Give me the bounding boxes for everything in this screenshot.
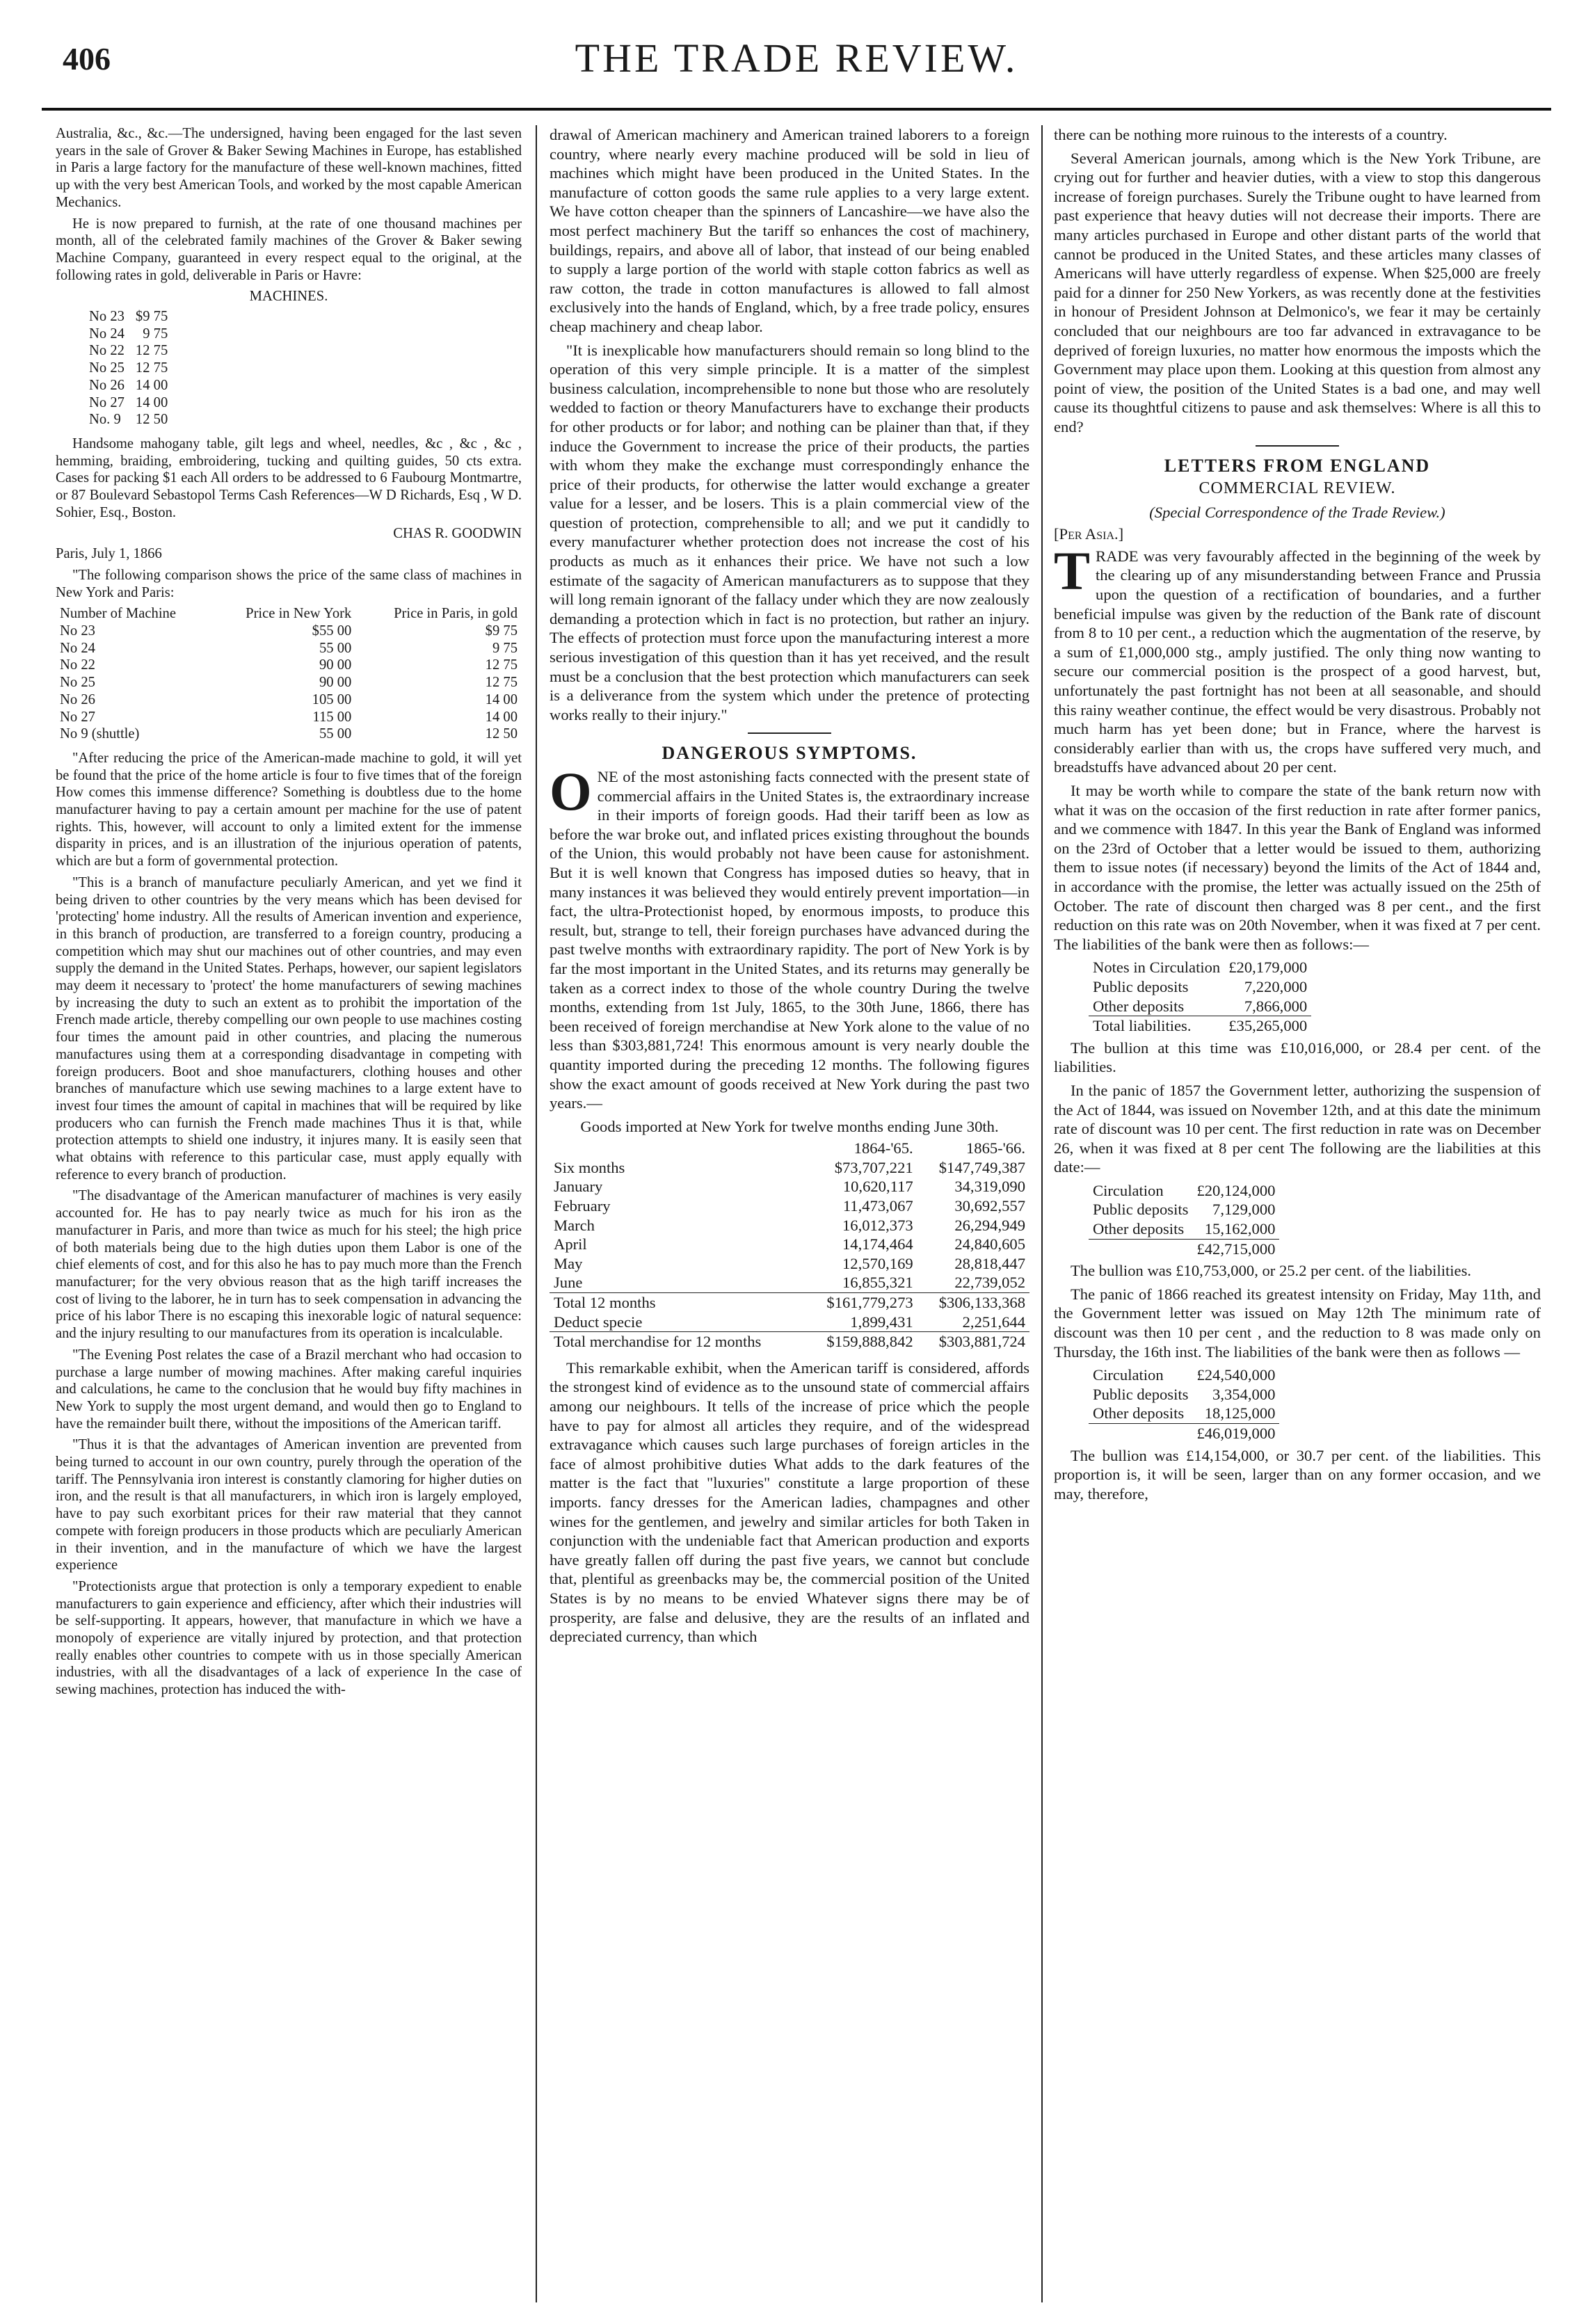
table-cell: 12,570,169 xyxy=(842,1254,913,1272)
paragraph: "The disadvantage of the American manufacturer of machines is very easily accounted for. He has to pay nearly twice as much for his iron as the manufacturer in Paris, and more than twice as much for his steel; the high price of both materials being due to the high duties upon them Labor is one of the chief elements of cost, and for this also he has to pay much more than the French manufacturer; for the very obvious reason that as the high tariff increases the cost of living to the laborer, he in turn has to seek compensation in advancing the price of his labor There is no escaping this inexorable logic of natural sequence: and the injury resulting to our manufactures from its operation is incalculable. xyxy=(56,1188,522,1342)
machines-price-table xyxy=(83,308,173,428)
table-row xyxy=(550,1273,1029,1292)
table-cell: 12 75 xyxy=(485,657,518,673)
table-cell: April xyxy=(554,1235,587,1253)
table-row xyxy=(56,691,522,709)
table-row xyxy=(550,1177,1029,1196)
table-row xyxy=(1089,1365,1279,1385)
table-cell: 2,251,644 xyxy=(962,1313,1025,1331)
paragraph: "Protectionists argue that protection is only a temporary expedient to enable manufacturers to gain experience and efficiency, after which their industries will be self-supporting. It appears, however, that manufacture in which we have a monopoly of experience are vitally injured by protection, and that protection really enables other countries to compete with us in those specially American industries, with all the disadvantages of a lack of experience In the case of sewing machines, protection has induced the with- xyxy=(56,1578,522,1698)
table-row xyxy=(550,1235,1029,1254)
table-cell: 30,692,557 xyxy=(954,1197,1025,1215)
table-row xyxy=(1089,1385,1279,1404)
table-cell xyxy=(1089,1239,1192,1258)
table-cell: 12 50 xyxy=(485,726,518,742)
liabilities-table-1866 xyxy=(1089,1365,1279,1443)
table-cell: £24,540,000 xyxy=(1196,1366,1276,1384)
table-cell: $9 75 xyxy=(485,623,518,639)
table-cell: £42,715,000 xyxy=(1192,1239,1279,1258)
table-header: Number of Machine xyxy=(60,606,176,622)
table-header: Price in New York xyxy=(246,606,352,622)
table-row xyxy=(83,326,173,343)
table-cell: 11,473,067 xyxy=(842,1197,913,1215)
table-cell: May xyxy=(554,1254,583,1272)
table-cell: No 26 xyxy=(89,377,125,393)
table-cell: No 23 xyxy=(60,623,95,639)
table-row xyxy=(56,726,522,743)
drop-cap: T xyxy=(1054,540,1091,601)
table-cell: March xyxy=(554,1216,595,1234)
table-cell: February xyxy=(554,1197,611,1215)
paragraph: "It is inexplicable how manufacturers should remain so long blind to the operation of this very simple principle. It is a matter of the simplest business calculation, incomprehensible to none but those who are resolutely wedded to faction or theory Manufacturers have to exchange their products for other products or for labor; and nothing can be plainer than that, if they induce the Government to increase the price of their products, the parties with whom they make the exchange must correspondingly enhance the price of their products, for otherwise the latter would exchange a greater value for a lesser, and be losers. This is a plain commercial view of the question of protection, comprehensible to all; and we put it candidly to every manufacturer whether protection does not increase the cost of his products as much as it enhances their price. We have not such a low estimate of the sagacity of American manufacturers as to suppose that they will long remain ignorant of the fallacy under which they are now zealously demanding a protection which in fact is no protection, but rather an injury. The effects of protection must force upon the manufacturing interest a more serious investigation of this question than it has yet received, and the result must be a conclusion that the best protection which manufacturers can seek is a deliverance from the system which under the pretence of protecting works really to their injury." xyxy=(550,341,1029,723)
liabilities-table-1847 xyxy=(1089,958,1311,1035)
paragraph: This remarkable exhibit, when the American tariff is considered, affords the strongest kind of evidence as to the unsound state of commercial affairs among our neighbours. It tells of the increase of price which the people have to pay for almost all articles they require, and of the widespread extravagance which causes such large purchases of foreign articles in the face of almost prohibitive duties What adds to the dark features of the matter is the fact that "luxuries" constitute a large proportion of these imports. fancy dresses for the American ladies, champagnes and other wines for the gentlemen, and jewelry and similar articles for both Taken in conjunction with the undeniable fact that American production and exports have greatly fallen off during the past five years, we cannot but conclude that, plentiful as greenbacks may be, the commercial position of the United States is by no means to be envied Whatever signs there may be of prosperity, are false and delusive, they are the results of an inflated and depreciated currency, than which xyxy=(550,1359,1029,1646)
table-cell: Other deposits xyxy=(1093,997,1185,1015)
table-cell: 14,174,464 xyxy=(842,1235,913,1253)
table-cell: $73,707,221 xyxy=(834,1158,913,1176)
table-row xyxy=(550,1293,1029,1313)
table-caption: Goods imported at New York for twelve months ending June 30th. xyxy=(580,1117,999,1135)
paragraph: Australia, &c., &c.—The undersigned, having been engaged for the last seven years in the sale of Grover & Baker Sewing Machines in Europe, has established in Paris a large factory for the manufacture of these well-known machines, fitted up with the very best American Tools, and worked by the most capable American Mechanics. xyxy=(56,126,522,210)
table-cell: No 25 xyxy=(60,675,95,691)
paragraph: Several American journals, among which is the New York Tribune, are crying out for further and heavier duties, with a view to stop this dangerous increase of foreign purchases. Surely the Tribune ought to have learned from past experience that heavy duties will not decrease their imports. There are many articles purchased in Europe and other distant parts of the world that cannot be produced in the United States, and these articles many classes of Americans will have utterly regardless of expense. When $25,000 are freely paid for a dinner for 250 New Yorkers, as was recently done at the festivities in honour of President Johnson at Delmonico's, we fear it may be certainly concluded that our neighbours are too far advanced in extravagance to be deprived of foreign luxuries, no matter how enormous the imposts which the Government may place upon them. Looking at this question from almost any point of view, the position of the United States is a bad one, and may well cause its thoughtful citizens to pause and ask themselves: Where is all this to end? xyxy=(1054,149,1541,435)
table-cell: No 22 xyxy=(89,343,125,359)
table-cell: 105 00 xyxy=(312,691,352,707)
table-cell: Public deposits xyxy=(1093,977,1189,995)
table-cell: No 27 xyxy=(60,709,95,725)
table-cell: 18,125,000 xyxy=(1204,1404,1276,1423)
table-cell: 16,012,373 xyxy=(842,1216,913,1234)
paragraph xyxy=(550,761,1029,1113)
header-rule xyxy=(42,108,1551,111)
table-cell: 14 00 xyxy=(135,377,168,393)
table-header: 1865-'66. xyxy=(965,1139,1025,1157)
table-cell: £35,265,000 xyxy=(1224,1016,1311,1036)
paragraph: "After reducing the price of the American-made machine to gold, it will yet be found that the price of the home article is four to five times that of the foreign How comes this immense difference? Something is doubtless due to the home manufacturer having to pay a certain amount per machine for the use of patent rights. This, however, will account to only a limited extent for the immense disparity in prices, and is an illustration of the injurious operation of patents, which are but a form of governmental protection. xyxy=(56,750,522,870)
table-row xyxy=(1089,1016,1311,1036)
column-3 xyxy=(1054,125,1541,2302)
table-row xyxy=(83,394,173,412)
table-header: 1864-'65. xyxy=(853,1139,913,1157)
table-cell: No. 9 xyxy=(89,412,121,428)
table-header xyxy=(550,1139,805,1158)
table-cell: No 24 xyxy=(89,326,125,342)
liabilities-table-1857 xyxy=(1089,1181,1279,1258)
section-subtitle: COMMERCIAL REVIEW. xyxy=(1199,479,1396,498)
table-cell: £20,179,000 xyxy=(1228,959,1308,977)
table-cell: 115 00 xyxy=(312,709,352,725)
table-cell: 15,162,000 xyxy=(1204,1220,1276,1238)
table-row xyxy=(1089,1200,1279,1219)
table-row xyxy=(550,1216,1029,1235)
imports-table xyxy=(550,1139,1029,1352)
drop-cap: O xyxy=(550,761,592,822)
table-cell: 9 75 xyxy=(492,640,518,656)
paragraph: The bullion was £14,154,000, or 30.7 per cent. of the liabilities. This proportion is, it will be seen, larger than on any former occasion, and we may, therefore, xyxy=(1054,1446,1541,1502)
table-cell: $55 00 xyxy=(312,623,352,639)
table-cell: Deduct specie xyxy=(554,1313,643,1331)
table-cell: Other deposits xyxy=(1093,1404,1185,1423)
table-cell: $9 75 xyxy=(135,309,168,325)
table-cell: 1,899,431 xyxy=(850,1313,913,1331)
table-row xyxy=(56,640,522,657)
table-cell: Notes in Circulation xyxy=(1093,959,1221,977)
table-cell: 7,129,000 xyxy=(1212,1201,1276,1219)
table-cell: Circulation xyxy=(1093,1181,1164,1199)
table-cell: $161,779,273 xyxy=(805,1293,917,1313)
table-cell: No 23 xyxy=(89,309,125,325)
table-row xyxy=(1089,997,1311,1016)
table-row xyxy=(83,342,173,360)
table-cell: 55 00 xyxy=(319,640,352,656)
paragraph xyxy=(1054,540,1541,777)
table-cell: Total merchandise for 12 months xyxy=(550,1332,805,1352)
table-cell: 22,739,052 xyxy=(954,1274,1025,1292)
table-row xyxy=(1089,1404,1279,1423)
page-number: 406 xyxy=(63,41,111,77)
table-row xyxy=(550,1313,1029,1332)
table-cell xyxy=(1089,1424,1192,1443)
table-cell: $159,888,842 xyxy=(805,1332,917,1352)
table-row xyxy=(56,674,522,691)
table-cell: 3,354,000 xyxy=(1212,1385,1276,1403)
table-cell: £20,124,000 xyxy=(1196,1181,1276,1199)
table-row xyxy=(1089,1181,1279,1201)
table-cell: No 27 xyxy=(89,394,125,410)
table-cell: $303,881,724 xyxy=(917,1332,1029,1352)
paragraph: drawal of American machinery and American trained laborers to a foreign country, where nearly every machine produced will be sold in lieu of machines which might have been produced in the United States. In the manufacture of cotton goods the same rule applies to a very large extent. We have cotton cheaper than the spinners of Lancashire—we have also the most perfect machinery But the tariff so enhances the cost of machinery, buildings, repairs, and above all of labor, that instead of our being enabled to supply a large portion of the world with staple cotton fabrics as well as raw cotton, the trade in cotton manufactures is allowed to fall almost exclusively into the hands of England, which, by a free trade policy, ensures cheap machinery and cheap labor. xyxy=(550,126,1029,335)
table-cell: January xyxy=(554,1178,603,1196)
page-header xyxy=(42,21,1551,97)
table-row xyxy=(1089,1239,1279,1258)
paragraph: "The Evening Post relates the case of a Brazil merchant who had occasion to purchase a large number of mowing machines. After making careful inquiries and calculations, he came to the conclusion that he would buy fifty machines in New York to supply the most urgent demand, and would then go to England to have the remainder built there, without the impositions of the American tariff. xyxy=(56,1347,522,1432)
paragraph: The bullion at this time was £10,016,000, or 28.4 per cent. of the liabilities. xyxy=(1054,1039,1541,1076)
table-row xyxy=(83,377,173,394)
table-row xyxy=(1089,958,1311,977)
signature: CHAS R. GOODWIN xyxy=(393,526,522,542)
section-divider xyxy=(748,732,831,734)
table-cell: Circulation xyxy=(1093,1366,1164,1384)
table-cell: 12 50 xyxy=(135,412,168,428)
section-divider xyxy=(1256,445,1339,447)
table-cell: No 26 xyxy=(60,691,95,707)
table-row xyxy=(550,1196,1029,1216)
table-cell: 90 00 xyxy=(319,657,352,673)
paragraph: there can be nothing more ruinous to the interests of a country. xyxy=(1054,126,1448,143)
table-row xyxy=(56,623,522,640)
table-row xyxy=(550,1254,1029,1274)
paragraph: Handsome mahogany table, gilt legs and wheel, needles, &c , &c , &c , hemming, braiding, embroidering, tucking and quilting guides, 50 cts extra. Cases for packing $1 each All orders to be addressed to 6 Faubourg Montmartre, or 87 Boulevard Sebastopol Terms Cash References—W D Richards, Esq , W D. Sohier, Esq., Boston. xyxy=(56,435,522,520)
machines-heading: MACHINES. xyxy=(249,289,328,305)
table-header: Price in Paris, in gold xyxy=(394,606,518,622)
paragraph: "This is a branch of manufacture peculiarly American, and yet we find it being driven to other countries by the very means which has been devised for 'protecting' home industry. All the results of American invention and experience, in this branch of production, are transferred to a foreign country, producing a competition which may shut our machines out of other countries, and may even supply the demand in the United States. Perhaps, however, our sapient legislators may deem it necessary to 'protect' the home manufacturers of sewing machines by increasing the duty to such an extent as to prohibit the importation of the French made article, thereby compelling our own people to use machines costing four times the amount paid in other countries, and placing the numerous manufactures using them at a corresponding disadvantage in competing with foreign producers. Boot and shoe manufacturers, clothing houses and other branches of manufacture which use sewing machines to a large extent have to invest four times the amount of capital in machines that will be required by like producers who can furnish the French made machines Thus it is that, while protection attempts to shield one industry, it injures many. It is easily seen that what obtains with reference to this particular case, must apply equally with reference to every branch of production. xyxy=(56,874,522,1183)
table-cell: June xyxy=(554,1274,583,1292)
table-row xyxy=(1089,1219,1279,1239)
table-cell: No 22 xyxy=(60,657,95,673)
table-cell: 14 00 xyxy=(485,709,518,725)
paragraph: The bullion was £10,753,000, or 25.2 per cent. of the liabilities. xyxy=(1071,1262,1472,1280)
table-cell: 12 75 xyxy=(135,343,168,359)
table-cell: 14 00 xyxy=(485,691,518,707)
table-row xyxy=(56,709,522,726)
table-row xyxy=(83,360,173,377)
table-cell: 7,220,000 xyxy=(1244,977,1308,995)
table-cell: 26,294,949 xyxy=(954,1216,1025,1234)
table-row xyxy=(56,657,522,674)
table-cell: No 24 xyxy=(60,640,95,656)
table-cell: No 9 (shuttle) xyxy=(60,726,140,742)
table-cell: 9 75 xyxy=(143,326,168,342)
table-cell: Total 12 months xyxy=(550,1293,805,1313)
table-cell: 24,840,605 xyxy=(954,1235,1025,1253)
table-cell: 12 75 xyxy=(135,360,168,376)
dateline: Paris, July 1, 1866 xyxy=(56,546,162,562)
table-cell: Public deposits xyxy=(1093,1385,1189,1403)
table-cell: Other deposits xyxy=(1093,1220,1185,1238)
section-title: LETTERS FROM ENGLAND xyxy=(1164,455,1431,476)
table-cell: $306,133,368 xyxy=(917,1293,1029,1313)
table-row xyxy=(1089,1424,1279,1443)
table-cell: 12 75 xyxy=(485,675,518,691)
table-cell: £46,019,000 xyxy=(1192,1424,1279,1443)
table-cell: $147,749,387 xyxy=(938,1158,1025,1176)
table-row xyxy=(83,411,173,428)
table-cell: No 25 xyxy=(89,360,125,376)
byline: (Special Correspondence of the Trade Review.) xyxy=(1149,503,1445,521)
column-1 xyxy=(56,125,522,2302)
section-title: DANGEROUS SYMPTOMS. xyxy=(662,743,917,764)
masthead-title: THE TRADE REVIEW. xyxy=(575,35,1018,81)
table-cell: 34,319,090 xyxy=(954,1178,1025,1196)
paragraph-text: RADE was very favourably affected in the beginning of the week by the clearing up of any misunderstanding between France and Prussia upon the question of a rectification of boundaries, and a further beneficial impulse was given by the reduction of the Bank rate of discount from 8 to 10 per cent., a reduction which the augmentation of the reserve, by a sum of £1,000,000 stg., amply justified. The only thing now wanting to secure our commercial position is the prospect of a good harvest, but, unfortunately the past fortnight has not been at all seasonable, and should this rainy weather continue, the effect would be very disastrous. Probably not much harm has yet been done; but in France, where the harvest is considerably earlier than with us, the crops have suffered very much, and breadstuffs have advanced about 20 per cent. xyxy=(1054,547,1541,776)
table-cell: 10,620,117 xyxy=(842,1178,913,1196)
table-cell: 14 00 xyxy=(135,394,168,410)
dispatch-note: [Per Asia.] xyxy=(1054,525,1124,543)
paragraph-text: NE of the most astonishing facts connected with the present state of commercial affairs in the United States is, the extraordinary increase in their imports of foreign goods. Had their tariff been as low as before the war broke out, and inflated prices existing throughout the bounds of the Union, this would probably not have been cause for astonishment. But it is well known that Congress has imposed duties so heavy, that in many instances it was believed they would entirely prevent importation—in fact, the ultra-Protectionist hoped, by enormous imposts, to produce this result, but, strange to tell, their foreign purchases have advanced during the past twelve months with extraordinary rapidity. The port of New York is by far the most important in the United States, and its returns may generally be taken as a correct index to those of the whole country During the twelve months, extending from 1st July, 1865, to the 30th June, 1866, there has been received of foreign merchandise at New York alone to the value of no less than $303,881,724! This enormous amount is very nearly double the quantity imported during the preceding 12 months. The following figures show the exact amount of goods received at New York during the past two years.— xyxy=(550,768,1029,1112)
paragraph: It may be worth while to compare the state of the bank return now with what it was on the occasion of the first reduction in rate after former panics, and we commence with 1847. In this year the Bank of England was informed on the 23rd of October that a letter would be issued to them, authorizing them to issue notes (if necessary) beyond the limits of the Act of 1844 and, in accordance with the promise, the letter was actually issued on the 25th of October. The rate of discount then charged was 8 per cent., and the first reduction on this rate was on 20th November, when it was fixed at 7 per cent. The liabilities of the bank were then as follows:— xyxy=(1054,782,1541,953)
table-cell: 16,855,321 xyxy=(842,1274,913,1292)
paragraph: "The following comparison shows the price of the same class of machines in New York and Paris: xyxy=(56,567,522,600)
price-comparison-table xyxy=(56,605,522,743)
table-row xyxy=(550,1158,1029,1178)
paragraph: The panic of 1866 reached its greatest intensity on Friday, May 11th, and the Government letter was issued on May 12th The minimum rate of discount was then 10 per cent , and the reduction to 8 was made only on Thursday, the 16th inst. The liabilities of the bank were then as follows — xyxy=(1054,1285,1541,1361)
paragraph: "Thus it is that the advantages of American invention are prevented from being turned to account in our own country, purely through the operation of the tariff. The Pennsylvania iron interest is constantly clamoring for higher duties on iron, and the result is that all manufacturers, in which iron is largely employed, have to pay such exorbitant prices for their raw material that they cannot compete with foreign producers in those products which are peculiarly American in their invention, and in the manufacture of which we have the largest experience xyxy=(56,1437,522,1573)
table-cell: 90 00 xyxy=(319,675,352,691)
column-divider-2 xyxy=(1041,125,1043,2302)
table-cell: 28,818,447 xyxy=(954,1254,1025,1272)
table-cell: Total liabilities. xyxy=(1089,1016,1224,1036)
table-cell: Public deposits xyxy=(1093,1201,1189,1219)
paragraph: In the panic of 1857 the Government letter, authorizing the suspension of the Act of 1844, was issued on November 12th, and at this date the minimum rate of discount was 10 per cent. The first reduction in rate was on December 26, when it was fixed at 8 per cent The following are the liabilities at this date:— xyxy=(1054,1081,1541,1176)
column-2 xyxy=(550,125,1029,2302)
paragraph: He is now prepared to furnish, at the rate of one thousand machines per month, all of the celebrated family machines of the Grover & Baker sewing Machine Company, guaranteed in every respect equal to the original, at the following rates in gold, deliverable in Paris or Havre: xyxy=(56,216,522,283)
table-row xyxy=(83,308,173,326)
table-cell: 7,866,000 xyxy=(1244,997,1308,1015)
column-divider-1 xyxy=(536,125,537,2302)
table-row xyxy=(550,1332,1029,1352)
table-row xyxy=(1089,977,1311,997)
table-cell: 55 00 xyxy=(319,726,352,742)
table-cell: Six months xyxy=(554,1158,625,1176)
